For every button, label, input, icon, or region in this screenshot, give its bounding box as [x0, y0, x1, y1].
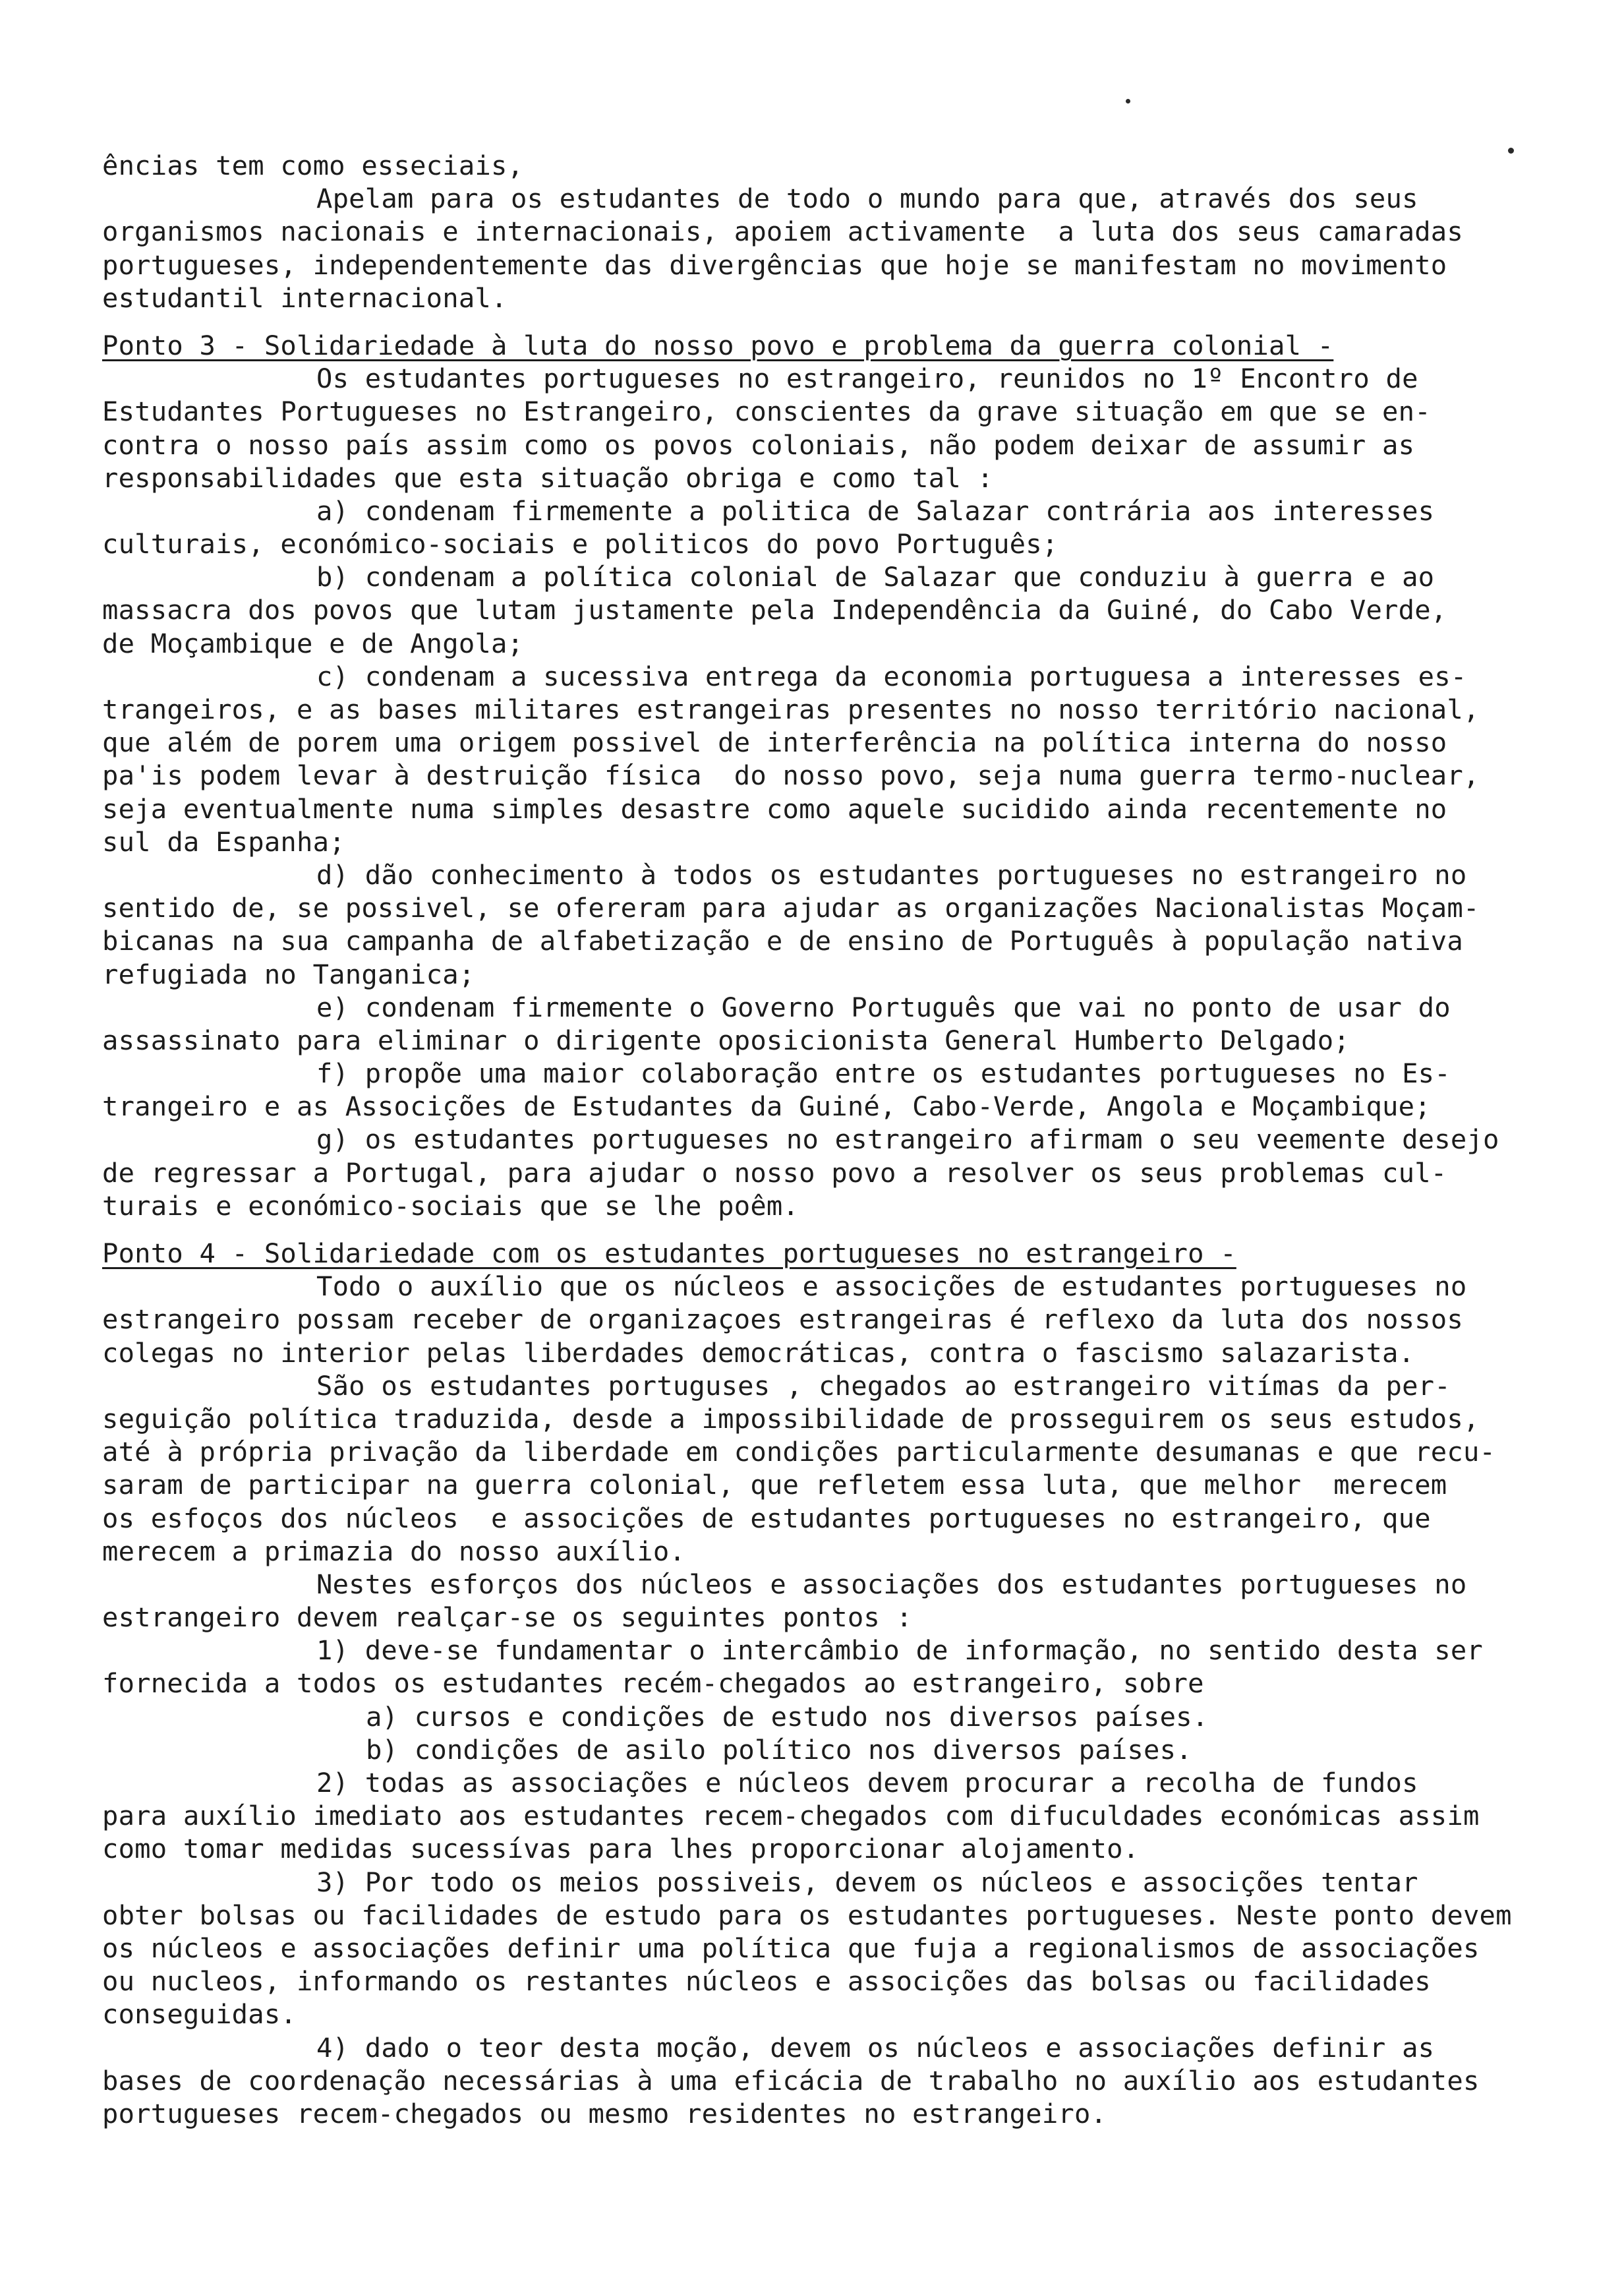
list-item-f: f) propõe uma maior colaboração entre os estudantes portugueses no Es- [316, 1057, 1451, 1090]
text-line: conseguidas. [102, 1998, 297, 2031]
document-page [102, 149, 1539, 2130]
text-line: fornecida a todos os estudantes recém-chegados ao estrangeiro, sobre [102, 1667, 1204, 1700]
text-line: seja eventualmente numa simples desastre como aquele sucidido ainda recentemente no [102, 792, 1447, 825]
text-line: ências tem como esseciais, [102, 150, 524, 181]
text-line: Apelam para os estudantes de todo o mundo para que, através dos seus [316, 183, 1418, 215]
text-line: sentido de, se possivel, se ofereram para ajudar as organizações Nacionalistas Moçam- [102, 892, 1480, 924]
list-item-g: g) os estudantes portugueses no estrangeiro afirmam o seu veemente desejo [316, 1123, 1499, 1156]
section-heading: Ponto 4 - Solidariedade com os estudantes portugueses no estrangeiro - [102, 1237, 1236, 1269]
text-line: Nestes esforços dos núcleos e associações dos estudantes portugueses no [316, 1568, 1467, 1600]
text-line: refugiada no Tanganica; [102, 958, 475, 990]
list-item-4: 4) dado o teor desta moção, devem os núcleos e associações definir as [316, 2031, 1435, 2064]
text-line: os esfoços dos núcleos e associções de estudantes portugueses no estrangeiro, que [102, 1502, 1431, 1534]
list-item-d: d) dão conhecimento à todos os estudantes portugueses no estrangeiro no [316, 858, 1467, 891]
text-line: São os estudantes portuguses , chegados ao estrangeiro vitímas da per- [316, 1369, 1451, 1402]
ponto-3-section [102, 329, 1539, 1222]
text-line: Os estudantes portugueses no estrangeiro, reunidos no 1º Encontro de [316, 363, 1418, 395]
list-item-1: 1) deve-se fundamentar o intercâmbio de informação, no sentido desta ser [316, 1634, 1483, 1667]
text-line: como tomar medidas sucessívas para lhes proporcionar alojamento. [102, 1833, 1140, 1865]
text-line: colegas no interior pelas liberdades democráticas, contra o fascismo salazarista. [102, 1336, 1415, 1369]
list-item-b: b) condenam a política colonial de Salazar que conduziu à guerra e ao [316, 561, 1435, 593]
list-item-e: e) condenam firmemente o Governo Português que vai no ponto de usar do [316, 991, 1451, 1023]
list-item-a: a) condenam firmemente a politica de Salazar contrária aos interesses [316, 494, 1435, 527]
text-line: portugueses recem-chegados ou mesmo residentes no estrangeiro. [102, 2097, 1107, 2129]
text-line: Estudantes Portugueses no Estrangeiro, conscientes da grave situação em que se en- [102, 396, 1431, 428]
text-line: de Moçambique e de Angola; [102, 627, 524, 659]
ponto-4-section [102, 1237, 1539, 2130]
text-line: contra o nosso país assim como os povos coloniais, não podem deixar de assumir as [102, 429, 1415, 461]
text-line: bases de coordenação necessárias à uma eficácia de trabalho no auxílio aos estudantes [102, 2064, 1480, 2096]
intro-section [102, 149, 1539, 314]
text-line: culturais, económico-sociais e politicos do povo Português; [102, 528, 1058, 560]
text-line: bicanas na sua campanha de alfabetização e de ensino de Português à população nativa [102, 925, 1463, 957]
text-line: para auxílio imediato aos estudantes recem-chegados com difuculdades económicas assim [102, 1800, 1480, 1832]
text-line: organismos nacionais e internacionais, apoiem activamente a luta dos seus camaradas [102, 216, 1463, 248]
text-line: responsabilidades que esta situação obriga e como tal : [102, 461, 994, 494]
text-line: de regressar a Portugal, para ajudar o nosso povo a resolver os seus problemas cul- [102, 1156, 1447, 1189]
text-line: portugueses, independentemente das divergências que hoje se manifestam no movimento [102, 249, 1447, 281]
ink-speck-mark [1126, 99, 1130, 104]
section-heading: Ponto 3 - Solidariedade à luta do nosso povo e problema da guerra colonial - [102, 329, 1334, 361]
text-line: que além de porem uma origem possivel de interferência na política interna do nosso [102, 727, 1447, 759]
text-line: merecem a primazia do nosso auxílio. [102, 1535, 685, 1567]
text-line: os núcleos e associações definir uma política que fuja a regionalismos de associações [102, 1932, 1480, 1964]
text-line: turais e económico-sociais que se lhe poêm. [102, 1189, 799, 1222]
text-line: estrangeiro devem realçar-se os seguintes pontos : [102, 1601, 913, 1634]
text-line: sul da Espanha; [102, 825, 345, 858]
text-line: trangeiro e as Associções de Estudantes da Guiné, Cabo-Verde, Angola e Moçambique; [102, 1090, 1431, 1123]
text-line: saram de participar na guerra colonial, que refletem essa luta, que melhor merecem [102, 1469, 1447, 1501]
list-item-3: 3) Por todo os meios possiveis, devem os núcleos e associções tentar [316, 1866, 1418, 1898]
sub-item-b: b) condições de asilo político nos diversos países. [366, 1733, 1192, 1766]
text-line: massacra dos povos que lutam justamente pela Independência da Guiné, do Cabo Verde, [102, 594, 1447, 626]
text-line: estrangeiro possam receber de organizaçoes estrangeiras é reflexo da luta dos nossos [102, 1303, 1463, 1336]
text-line: ou nucleos, informando os restantes núcleos e associções das bolsas ou facilidades [102, 1965, 1431, 1998]
text-line: até à própria privação da liberdade em condições particularmente desumanas e que recu- [102, 1436, 1496, 1468]
text-line: pa'is podem levar à destruição física do nosso povo, seja numa guerra termo-nuclear, [102, 759, 1480, 792]
text-line: trangeiros, e as bases militares estrangeiras presentes no nosso território nacional, [102, 694, 1480, 725]
text-line: seguição política traduzida, desde a impossibilidade de prosseguirem os seus estudos, [102, 1402, 1480, 1435]
text-line: estudantil internacional. [102, 282, 508, 314]
list-item-2: 2) todas as associações e núcleos devem procurar a recolha de fundos [316, 1767, 1418, 1798]
list-item-c: c) condenam a sucessiva entrega da economia portuguesa a interesses es- [316, 660, 1467, 692]
text-line: obter bolsas ou facilidades de estudo para os estudantes portugueses. Neste ponto devem [102, 1899, 1512, 1931]
text-line: Todo o auxílio que os núcleos e associções de estudantes portugueses no [316, 1270, 1467, 1303]
sub-item-a: a) cursos e condições de estudo nos diversos países. [366, 1700, 1209, 1733]
text-line: assassinato para eliminar o dirigente oposicionista General Humberto Delgado; [102, 1024, 1350, 1056]
